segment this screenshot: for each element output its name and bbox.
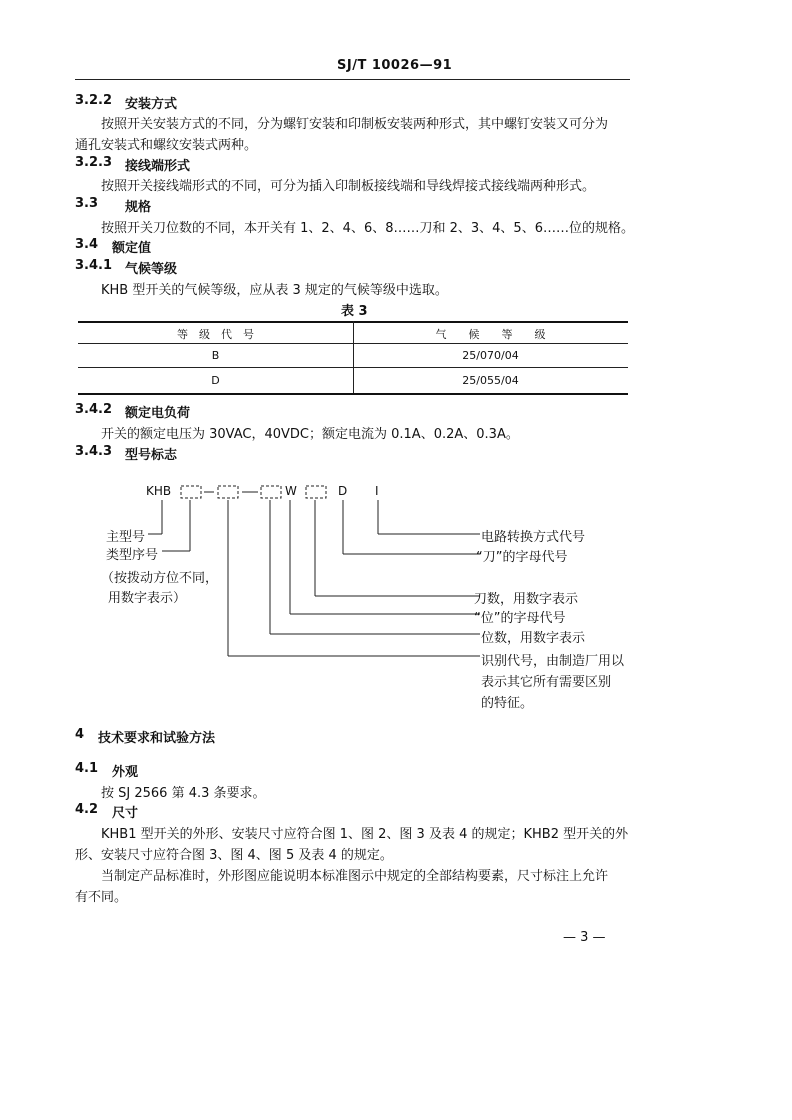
label-position-count: 位数，用数字表示 — [481, 631, 586, 646]
section-number: 3.4.2 — [75, 402, 113, 417]
paragraph-line: 按照开关刀位数的不同，本开关有 1、2、4、6、8……刀和 2、3、4、5、6……位的规格。 — [101, 221, 634, 236]
table-header-cell: 等 级 代 号 — [177, 328, 254, 341]
section-title: 型号标志 — [125, 448, 178, 463]
label-circuit-code: 电路转换方式代号 — [481, 530, 586, 545]
section-number: 3.4.1 — [75, 258, 113, 273]
placeholder-box — [181, 486, 201, 498]
section-number: 3.3 — [75, 196, 99, 211]
w-letter: W — [285, 484, 297, 498]
paragraph-line: 形、安装尺寸应符合图 3、图 4、图 5 及表 4 的规定。 — [75, 848, 393, 863]
label-type-note: （按拨动方位不同， — [101, 571, 219, 586]
table-cell: D — [211, 374, 220, 387]
table-caption: 表 3 — [341, 304, 368, 319]
section-title: 技术要求和试验方法 — [98, 731, 216, 746]
standard-number: SJ/T 10026—91 — [337, 58, 453, 73]
paragraph-line: 当制定产品标准时，外形图应能说明本标准图示中规定的全部结构要素，尺寸标注上允许 — [101, 869, 609, 884]
section-title: 规格 — [125, 200, 152, 215]
table-header-cell: 气 候 等 级 — [435, 328, 546, 341]
table-cell: B — [211, 349, 220, 362]
table-cell: 25/070/04 — [462, 349, 519, 362]
paragraph-line: 按照开关安装方式的不同，分为螺钉安装和印制板安装两种形式，其中螺钉安装又可分为 — [101, 117, 609, 132]
label-identifier: 的特征。 — [481, 696, 534, 711]
paragraph-line: KHB 型开关的气候等级，应从表 3 规定的气候等级中选取。 — [101, 283, 448, 298]
section-title: 安装方式 — [125, 97, 178, 112]
placeholder-box — [261, 486, 281, 498]
section-number: 4.1 — [75, 761, 99, 776]
section-title: 外观 — [112, 765, 139, 780]
section-title: 气候等级 — [125, 262, 178, 277]
section-title: 尺寸 — [112, 806, 139, 821]
paragraph-line: 按照开关接线端形式的不同，可分为插入印制板接线端和导线焊接式接线端两种形式。 — [101, 179, 596, 194]
section-number: 3.4 — [75, 237, 99, 252]
label-main-model: 主型号 — [106, 530, 146, 545]
label-identifier: 表示其它所有需要区别 — [481, 675, 612, 690]
section-title: 接线端形式 — [125, 159, 191, 174]
paragraph-line: KHB1 型开关的外形、安装尺寸应符合图 1、图 2、图 3 及表 4 的规定；KHB2 型开关的外 — [101, 827, 629, 842]
i-letter: I — [375, 484, 379, 498]
label-pole-letter: “刀”的字母代号 — [476, 550, 568, 565]
label-pole-count: 刀数，用数字表示 — [474, 592, 579, 607]
page-number: — 3 — — [563, 930, 606, 945]
model-prefix: KHB — [146, 484, 172, 498]
placeholder-box — [306, 486, 326, 498]
section-number: 4 — [75, 727, 85, 742]
label-position-letter: “位”的字母代号 — [474, 611, 566, 626]
label-type-serial: 类型序号 — [106, 548, 159, 563]
paragraph-line: 开关的额定电压为 30VAC，40VDC；额定电流为 0.1A、0.2A、0.3A。 — [101, 427, 519, 442]
table-cell: 25/055/04 — [462, 374, 519, 387]
d-letter: D — [338, 484, 348, 498]
section-title: 额定电负荷 — [125, 406, 191, 421]
label-identifier: 识别代号，由制造厂用以 — [481, 654, 625, 669]
paragraph-line: 通孔安装式和螺纹安装式两种。 — [75, 138, 258, 153]
section-number: 4.2 — [75, 802, 99, 817]
placeholder-box — [218, 486, 238, 498]
paragraph-line: 有不同。 — [75, 890, 128, 905]
section-number: 3.2.2 — [75, 93, 113, 108]
section-title: 额定值 — [112, 241, 152, 256]
label-type-note: 用数字表示） — [108, 591, 187, 606]
section-number: 3.2.3 — [75, 155, 113, 170]
section-number: 3.4.3 — [75, 444, 113, 459]
paragraph-line: 按 SJ 2566 第 4.3 条要求。 — [101, 786, 266, 801]
